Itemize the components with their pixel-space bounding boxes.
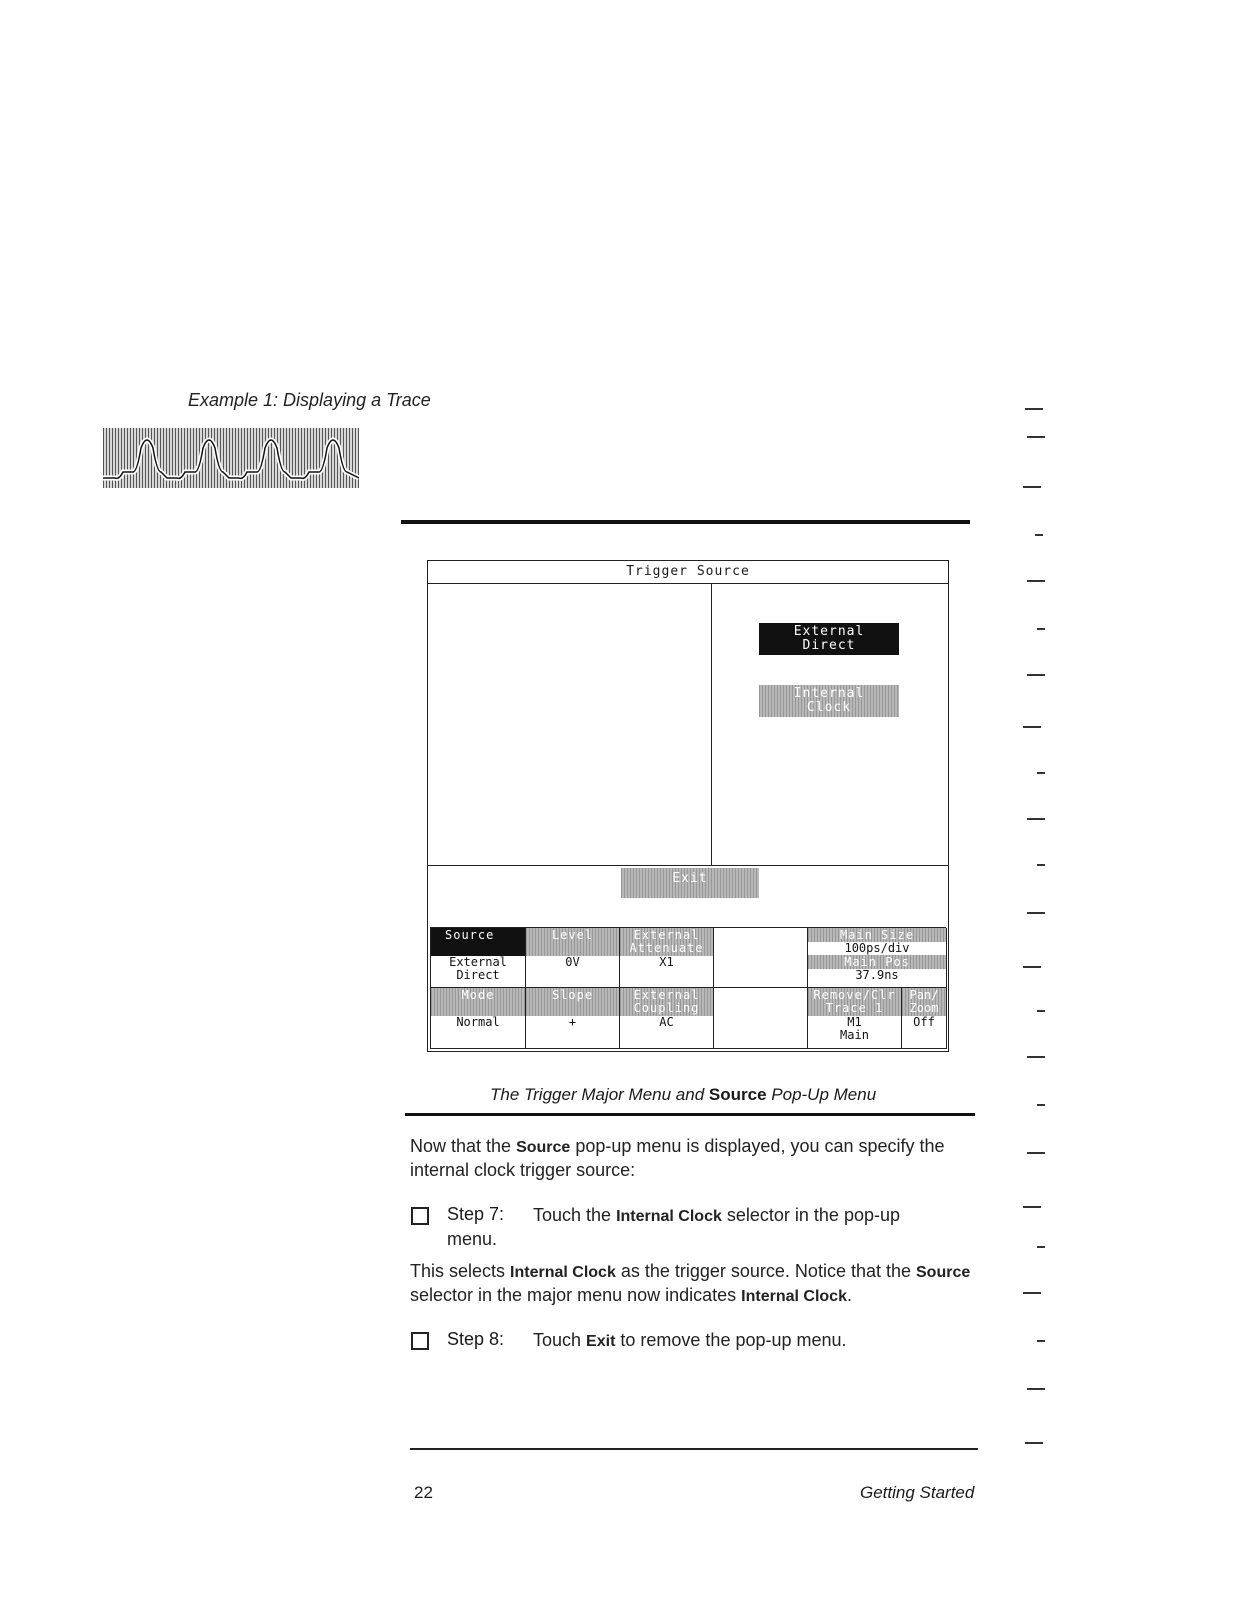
page-header-title: Example 1: Displaying a Trace bbox=[188, 390, 431, 410]
menu-mode[interactable] bbox=[431, 988, 526, 1049]
menu-level-label: Level bbox=[526, 928, 619, 956]
margin-mark bbox=[1035, 534, 1043, 536]
menu-slope-value: + bbox=[568, 1015, 577, 1029]
screen-divider-vertical bbox=[711, 584, 712, 865]
trigger-screen-capture bbox=[427, 560, 949, 1052]
margin-mark bbox=[1023, 726, 1041, 728]
external-direct-selector[interactable]: External Direct bbox=[759, 623, 899, 655]
internal-clock-selector[interactable]: Internal Clock bbox=[759, 685, 899, 717]
menu-external-attenuate-value: X1 bbox=[659, 955, 674, 969]
screen-divider-horizontal bbox=[428, 865, 948, 866]
menu-pan-zoom-value: Off bbox=[913, 1015, 935, 1029]
margin-mark bbox=[1027, 1056, 1045, 1058]
step7-label: Step 7: bbox=[447, 1204, 505, 1224]
menu-remove-clr-trace[interactable] bbox=[808, 988, 902, 1049]
menu-level-value: 0V bbox=[565, 955, 580, 969]
step7-text: Touch the Internal Clock selector in the pop-up menu. bbox=[447, 1205, 900, 1249]
margin-mark bbox=[1027, 436, 1045, 438]
step8-text: Touch Exit to remove the pop-up menu. bbox=[533, 1330, 847, 1350]
margin-mark bbox=[1023, 486, 1041, 488]
footer-rule bbox=[410, 1448, 978, 1450]
menu-slope[interactable] bbox=[526, 988, 620, 1049]
figure-caption: The Trigger Major Menu and Source Pop-Up Menu bbox=[490, 1085, 877, 1104]
margin-mark bbox=[1037, 628, 1045, 630]
menu-main-size-pos[interactable] bbox=[808, 928, 947, 988]
screen-title: Trigger Source bbox=[428, 561, 948, 584]
menu-external-coupling-value: AC bbox=[659, 1015, 674, 1029]
margin-mark bbox=[1023, 1206, 1041, 1208]
menu-main-pos-value: 37.9ns bbox=[855, 968, 899, 982]
margin-mark bbox=[1027, 674, 1045, 676]
caption-rule bbox=[405, 1113, 975, 1116]
footer-section-title: Getting Started bbox=[860, 1483, 975, 1502]
margin-mark bbox=[1037, 1104, 1045, 1106]
margin-mark bbox=[1027, 1388, 1045, 1390]
menu-remove-clr-trace-label: Remove/Clr Trace 1 bbox=[808, 988, 901, 1016]
menu-level[interactable] bbox=[526, 928, 620, 988]
margin-mark bbox=[1025, 408, 1043, 410]
menu-external-coupling-label: External Coupling bbox=[620, 988, 713, 1016]
margin-mark bbox=[1027, 1152, 1045, 1154]
menu-blank-1 bbox=[714, 928, 808, 988]
menu-blank-2 bbox=[714, 988, 808, 1049]
top-rule bbox=[401, 520, 970, 524]
menu-main-size-label: Main Size bbox=[808, 928, 946, 942]
menu-external-attenuate[interactable] bbox=[620, 928, 714, 988]
step8-checkbox[interactable] bbox=[411, 1332, 429, 1350]
margin-mark bbox=[1027, 912, 1045, 914]
waveform-logo-icon bbox=[103, 428, 359, 488]
explanation-paragraph: This selects Internal Clock as the trigger source. Notice that the Source selector in the major menu now indicates Internal Clock. bbox=[410, 1261, 971, 1305]
step8-label: Step 8: bbox=[447, 1329, 505, 1349]
page-number: 22 bbox=[414, 1483, 433, 1502]
menu-main-pos-label: Main Pos bbox=[808, 955, 946, 969]
menu-slope-label: Slope bbox=[526, 988, 619, 1016]
menu-source[interactable] bbox=[431, 928, 526, 988]
step7-checkbox[interactable] bbox=[411, 1207, 429, 1225]
menu-main-size-value: 100ps/div bbox=[844, 941, 910, 955]
margin-mark bbox=[1023, 1292, 1041, 1294]
menu-external-coupling[interactable] bbox=[620, 988, 714, 1049]
menu-pan-zoom[interactable] bbox=[902, 988, 947, 1049]
menu-remove-clr-trace-value: M1 Main bbox=[840, 1015, 869, 1042]
menu-source-value: External Direct bbox=[449, 955, 507, 982]
margin-mark bbox=[1037, 1340, 1045, 1342]
margin-mark bbox=[1037, 864, 1045, 866]
margin-mark bbox=[1037, 772, 1045, 774]
margin-mark bbox=[1027, 818, 1045, 820]
menu-mode-value: Normal bbox=[456, 1015, 500, 1029]
margin-mark bbox=[1037, 1246, 1045, 1248]
exit-button[interactable]: Exit bbox=[621, 868, 759, 898]
margin-tab-marks bbox=[1015, 380, 1055, 1460]
margin-mark bbox=[1025, 1442, 1043, 1444]
margin-mark bbox=[1027, 580, 1045, 582]
menu-pan-zoom-label: Pan/ Zoom bbox=[902, 988, 946, 1016]
menu-source-label: Source bbox=[431, 928, 525, 956]
intro-paragraph: Now that the Source pop-up menu is displayed, you can specify the internal clock trigger source: bbox=[410, 1136, 945, 1180]
margin-mark bbox=[1037, 1010, 1045, 1012]
menu-external-attenuate-label: External Attenuate bbox=[620, 928, 713, 956]
menu-mode-label: Mode bbox=[431, 988, 525, 1016]
margin-mark bbox=[1023, 966, 1041, 968]
